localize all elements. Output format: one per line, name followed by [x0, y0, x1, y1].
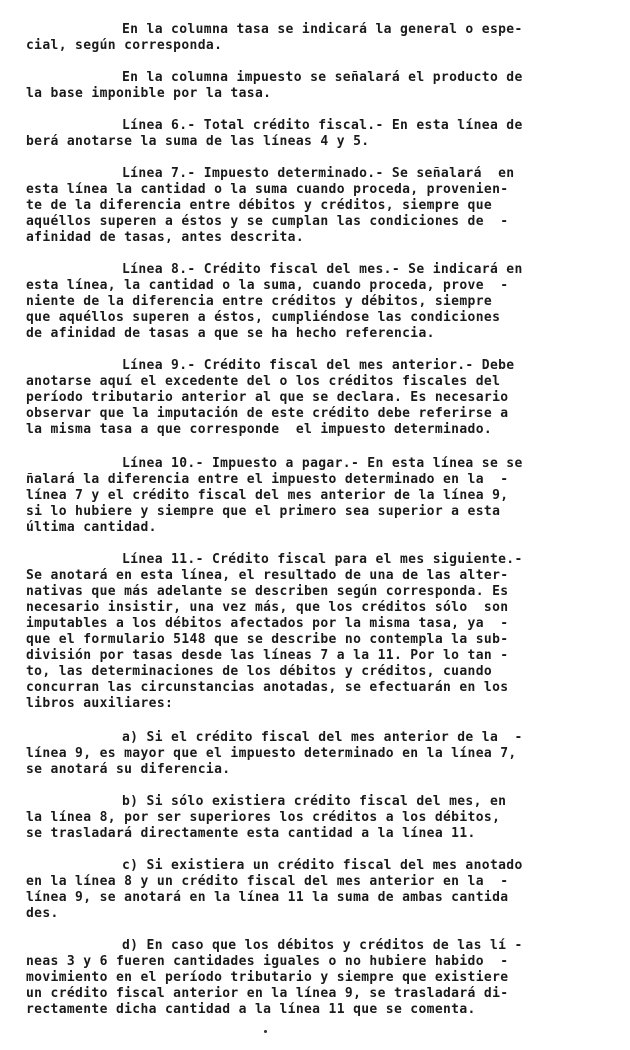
text-line: división por tasas desde las líneas 7 a la 11. Por lo tan - — [26, 648, 509, 663]
text-line: Línea 10.- Impuesto a pagar.- En esta línea se se — [122, 456, 523, 471]
text-line: En la columna tasa se indicará la general o espe- — [122, 22, 523, 37]
text-line: esta línea la cantidad o la suma cuando proceda, provenien- — [26, 182, 509, 197]
text-line: b) Si sólo existiera crédito fiscal del mes, en — [122, 794, 507, 809]
text-line: línea 9, es mayor que el impuesto determinado en la línea 7, — [26, 746, 517, 761]
text-line: última cantidad. — [26, 520, 157, 535]
text-line: to, las determinaciones de los débitos y créditos, cuando — [26, 664, 493, 679]
text-line: niente de la diferencia entre créditos y débitos, siempre — [26, 294, 493, 309]
text-line: d) En caso que los débitos y créditos de las lí - — [122, 938, 523, 953]
text-line: período tributario anterior al que se declara. Es necesario — [26, 390, 509, 405]
text-line: la misma tasa a que corresponde el impuesto determinado. — [26, 422, 493, 437]
text-line: aquéllos superen a éstos y se cumplan las condiciones de - — [26, 214, 509, 229]
text-line: libros auxiliares: — [26, 696, 174, 711]
text-line: necesario insistir, una vez más, que los créditos sólo son — [26, 600, 509, 615]
text-line: te de la diferencia entre débitos y créditos, siempre que — [26, 198, 493, 213]
text-line: movimiento en el período tributario y siempre que existiere — [26, 970, 509, 985]
text-line: anotarse aquí el excedente del o los créditos fiscales del — [26, 374, 501, 389]
text-line: En la columna impuesto se señalará el producto de — [122, 70, 523, 85]
text-line: de afinidad de tasas a que se ha hecho referencia. — [26, 326, 435, 341]
text-line: cial, según corresponda. — [26, 38, 223, 53]
text-line: que el formulario 5148 que se describe no contempla la sub- — [26, 632, 509, 647]
text-line: ñalará la diferencia entre el impuesto determinado en la - — [26, 472, 509, 487]
text-line: Línea 7.- Impuesto determinado.- Se señalará en — [122, 166, 515, 181]
text-line: berá anotarse la suma de las líneas 4 y 5. — [26, 134, 370, 149]
text-line: Línea 9.- Crédito fiscal del mes anterior.- Debe — [122, 358, 515, 373]
text-line: que aquéllos superen a éstos, cumpliéndose las condiciones — [26, 310, 501, 325]
text-line: nativas que más adelante se describen según corresponda. Es — [26, 584, 509, 599]
text-line: concurran las circunstancias anotadas, se efectuarán en los — [26, 680, 509, 695]
text-line: si lo hubiere y siempre que el primero sea superior a esta — [26, 504, 501, 519]
text-line: des. — [26, 906, 59, 921]
text-line: observar que la imputación de este crédito debe referirse a — [26, 406, 509, 421]
text-line: línea 7 y el crédito fiscal del mes anterior de la línea 9, — [26, 488, 509, 503]
text-line: Se anotará en esta línea, el resultado de una de las alter- — [26, 568, 509, 583]
text-line: a) Si el crédito fiscal del mes anterior de la - — [122, 730, 523, 745]
stray-mark — [264, 1030, 267, 1033]
text-line: Línea 6.- Total crédito fiscal.- En esta línea de — [122, 118, 523, 133]
text-line: en la línea 8 y un crédito fiscal del mes anterior en la - — [26, 874, 509, 889]
text-line: rectamente dicha cantidad a la línea 11 que se comenta. — [26, 1002, 476, 1017]
text-line: afinidad de tasas, antes descrita. — [26, 230, 305, 245]
text-line: se anotará su diferencia. — [26, 762, 231, 777]
text-line: imputables a los débitos afectados por la misma tasa, ya - — [26, 616, 509, 631]
text-line: c) Si existiera un crédito fiscal del mes anotado — [122, 858, 523, 873]
text-line: línea 9, se anotará en la línea 11 la suma de ambas cantida — [26, 890, 509, 905]
text-line: se trasladará directamente esta cantidad a la línea 11. — [26, 826, 476, 841]
text-line: Línea 11.- Crédito fiscal para el mes siguiente.- — [122, 552, 523, 567]
text-line: la base imponible por la tasa. — [26, 86, 272, 101]
text-line: un crédito fiscal anterior en la línea 9, se trasladará di- — [26, 986, 509, 1001]
text-line: esta línea, la cantidad o la suma, cuando proceda, prove - — [26, 278, 509, 293]
text-line: la línea 8, por ser superiores los créditos a los débitos, — [26, 810, 501, 825]
text-line: Línea 8.- Crédito fiscal del mes.- Se indicará en — [122, 262, 523, 277]
text-line: neas 3 y 6 fueren cantidades iguales o no hubiere habido - — [26, 954, 509, 969]
